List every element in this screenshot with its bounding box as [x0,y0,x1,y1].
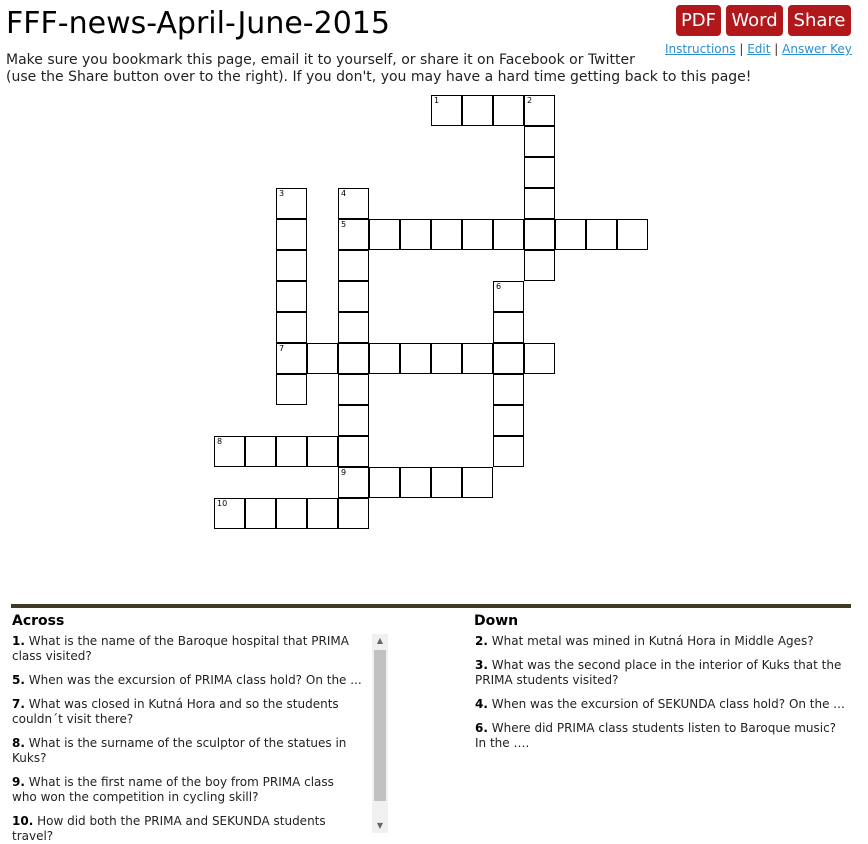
crossword-cell[interactable] [307,343,338,374]
clue-text: What was closed in Kutná Hora and so the students couldn´t visit there? [12,697,339,726]
crossword-cell[interactable] [400,467,431,498]
crossword-cell[interactable] [524,219,555,250]
crossword-cell[interactable] [338,219,369,250]
crossword-cell[interactable] [214,498,245,529]
clue-text: What is the first name of the boy from PRIMA class who won the competition in cycling skill? [12,775,334,804]
crossword-cell[interactable] [369,343,400,374]
crossword-cell[interactable] [276,374,307,405]
crossword-cell[interactable] [524,126,555,157]
crossword-cell[interactable] [276,312,307,343]
page-title: FFF-news-April-June-2015 [6,6,390,41]
across-clue[interactable] [12,775,364,805]
crossword-cell[interactable] [493,436,524,467]
crossword-cell[interactable] [338,498,369,529]
crossword-cell[interactable] [276,498,307,529]
crossword-cell[interactable] [338,343,369,374]
scroll-thumb[interactable] [374,650,386,801]
down-clue[interactable] [475,658,850,688]
crossword-cell[interactable] [431,343,462,374]
crossword-cell[interactable] [369,467,400,498]
crossword-cell[interactable] [338,436,369,467]
intro-line-2: (use the Share button over to the right). If you don't, you may have a hard time getting back to this page! [6,69,752,85]
toolbar-links [665,42,852,56]
down-clues-list [475,634,850,760]
scroll-up-arrow-icon[interactable]: ▲ [376,636,384,645]
crossword-cell[interactable] [617,219,648,250]
crossword-cell[interactable] [524,250,555,281]
cell-number: 9 [341,468,347,477]
clue-text: What metal was mined in Kutná Hora in Middle Ages? [491,634,814,648]
crossword-cell[interactable] [338,467,369,498]
across-clue[interactable] [12,634,364,664]
clue-number: 8. [12,736,25,750]
crossword-cell[interactable] [493,343,524,374]
crossword-cell[interactable] [462,95,493,126]
crossword-cell[interactable] [493,281,524,312]
clue-text: What is the name of the Baroque hospital that PRIMA class visited? [12,634,349,663]
cell-number: 5 [341,220,347,229]
crossword-cell[interactable] [338,281,369,312]
cell-number: 4 [341,189,347,198]
crossword-cell[interactable] [276,250,307,281]
cell-number: 3 [279,189,285,198]
crossword-cell[interactable] [400,219,431,250]
across-clue[interactable] [12,673,364,688]
cell-number: 8 [217,437,223,446]
crossword-cell[interactable] [524,188,555,219]
crossword-cell[interactable] [524,95,555,126]
cell-number: 10 [217,499,228,508]
crossword-cell[interactable] [493,374,524,405]
clue-text: Where did PRIMA class students listen to Baroque music? In the …. [475,721,837,750]
clue-number: 2. [475,634,488,648]
clue-text: What was the second place in the interior of Kuks that the PRIMA students visited? [475,658,842,687]
crossword-cell[interactable] [431,95,462,126]
crossword-cell[interactable] [338,188,369,219]
crossword-cell[interactable] [214,436,245,467]
crossword-cell[interactable] [276,188,307,219]
across-clue[interactable] [12,697,364,727]
clue-number: 5. [12,673,25,687]
cell-number: 6 [496,282,502,291]
crossword-cell[interactable] [493,95,524,126]
crossword-cell[interactable] [276,219,307,250]
clue-text: When was the excursion of SEKUNDA class hold? On the ... [491,697,845,711]
clue-text: How did both the PRIMA and SEKUNDA students travel? [12,814,326,843]
pdf-button[interactable]: PDF [676,5,721,36]
across-clue[interactable] [12,814,364,844]
crossword-cell[interactable] [245,436,276,467]
crossword-cell[interactable] [431,467,462,498]
across-clues-list[interactable] [12,634,364,843]
crossword-cell[interactable] [524,343,555,374]
clue-number: 9. [12,775,25,789]
clue-text: What is the surname of the sculptor of the statues in Kuks? [12,736,347,765]
crossword-cell[interactable] [524,157,555,188]
crossword-cell[interactable] [276,343,307,374]
crossword-cell[interactable] [338,405,369,436]
crossword-cell[interactable] [369,219,400,250]
clue-text: When was the excursion of PRIMA class hold? On the ... [28,673,362,687]
cell-number: 7 [279,344,285,353]
edit-link[interactable]: Edit [747,42,771,56]
crossword-cell[interactable] [586,219,617,250]
crossword-cell[interactable] [307,498,338,529]
crossword-cell[interactable] [338,250,369,281]
crossword-cell[interactable] [276,281,307,312]
down-heading: Down [474,613,519,629]
cell-number: 1 [434,96,440,105]
clues-divider [11,604,851,608]
scroll-down-arrow-icon[interactable]: ▼ [376,821,384,830]
down-clue[interactable] [475,634,850,649]
intro-text [6,52,786,86]
clue-number: 3. [475,658,488,672]
crossword-cell[interactable] [400,343,431,374]
instructions-link[interactable]: Instructions [665,42,736,56]
crossword-cell[interactable] [493,405,524,436]
across-clues-scrollbar[interactable] [372,634,388,833]
clue-number: 6. [475,721,488,735]
clue-number: 4. [475,697,488,711]
answer-key-link[interactable]: Answer Key [782,42,852,56]
crossword-cell[interactable] [276,436,307,467]
across-clue[interactable] [12,736,364,766]
crossword-cell[interactable] [245,498,276,529]
clue-number: 7. [12,697,25,711]
across-heading: Across [12,613,65,629]
clue-number: 1. [12,634,25,648]
crossword-cell[interactable] [493,219,524,250]
link-separator: | [739,42,744,56]
crossword-cell[interactable] [338,374,369,405]
crossword-cell[interactable] [462,343,493,374]
down-clue[interactable] [475,697,850,712]
crossword-cell[interactable] [431,219,462,250]
clue-number: 10. [12,814,34,828]
crossword-cell[interactable] [493,312,524,343]
cell-number: 2 [527,96,533,105]
crossword-cell[interactable] [338,312,369,343]
crossword-cell[interactable] [462,467,493,498]
intro-line-1: Make sure you bookmark this page, email it to yourself, or share it on Facebook or Twitter [6,52,635,68]
word-button[interactable]: Word [726,5,783,36]
link-separator: | [774,42,779,56]
share-button[interactable]: Share [788,5,851,36]
crossword-cell[interactable] [307,436,338,467]
crossword-cell[interactable] [555,219,586,250]
crossword-cell[interactable] [462,219,493,250]
down-clue[interactable] [475,721,850,751]
